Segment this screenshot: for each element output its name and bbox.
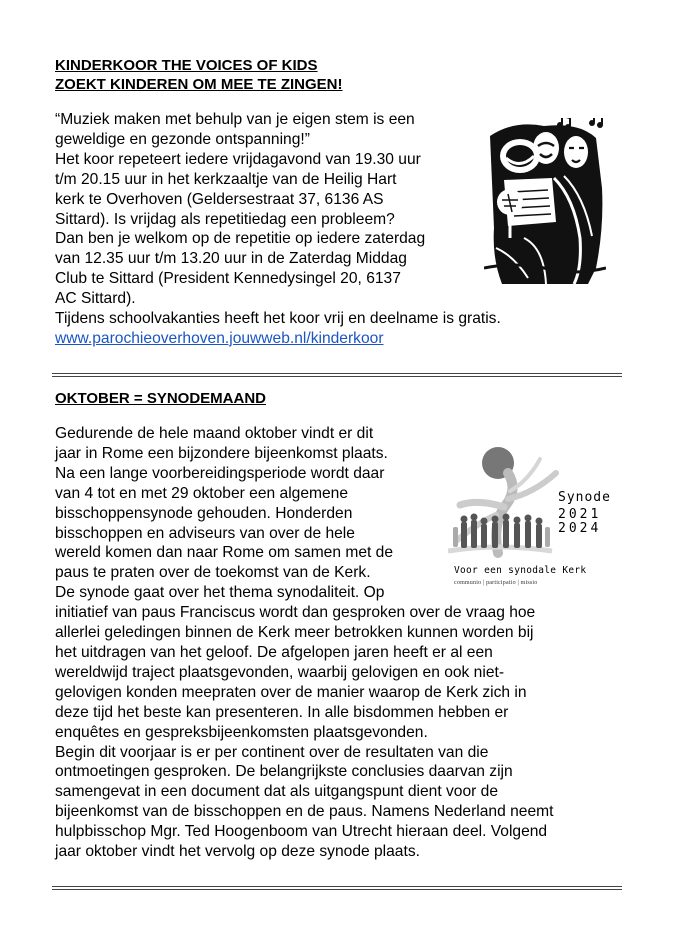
text-line: bijeenkomst van de bisschoppen en de paus. Namens Nederland neemt: [55, 803, 554, 821]
synod-year-end: 2024: [558, 521, 602, 536]
text-line: bisschoppen en adviseurs van over de hele: [55, 524, 355, 542]
text-line: initiatief van paus Franciscus wordt dan gesproken over de vraag hoe: [55, 604, 536, 622]
text-line: Tijdens schoolvakanties heeft het koor vrij en deelname is gratis.: [55, 310, 501, 328]
text-line: bisschoppensynode gehouden. Honderden: [55, 504, 353, 522]
synod-label: Synode: [558, 490, 611, 505]
text-line: samengevat in een document dat als uitgangspunt dient voor de: [55, 783, 498, 801]
text-line: enquêtes en gespreksbijeenkomsten plaatsgevonden.: [55, 723, 428, 741]
text-line: paus te praten over de toekomst van de Kerk.: [55, 564, 371, 582]
text-line: van 12.35 uur t/m 13.20 uur in de Zaterdag Middag: [55, 250, 407, 268]
section2-heading: OKTOBER = SYNODEMAAND: [55, 390, 266, 407]
section-divider: [52, 373, 622, 377]
text-line: ontmoetingen gesproken. De belangrijkste conclusies daarvan zijn: [55, 763, 513, 781]
text-line: van 4 tot en met 29 oktober een algemene: [55, 484, 349, 502]
text-line: Begin dit voorjaar is er per continent over de resultaten van die: [55, 743, 489, 761]
text-line: hulpbisschop Mgr. Ted Hoogenboom van Utrecht hieraan deel. Volgend: [55, 823, 548, 841]
text-line: jaar in Rome een bijzondere bijeenkomst plaats.: [55, 444, 388, 462]
text-line: wereld komen dan naar Rome om samen met de: [55, 544, 394, 562]
text-line: gelovigen konden meepraten over de manier waarop de Kerk zich in: [55, 683, 527, 701]
section-divider: [52, 886, 622, 890]
text-line: Gedurende de hele maand oktober vindt er dit: [55, 425, 374, 442]
text-line: deze tijd het beste kan presenteren. In alle bisdommen hebben er: [55, 703, 509, 721]
text-line: AC Sittard).: [55, 290, 136, 308]
section1-body: [55, 110, 501, 349]
text-line: Na een lange voorbereidingsperiode wordt daar: [55, 464, 385, 482]
text-line: Het koor repeteert iedere vrijdagavond van 19.30 uur: [55, 150, 421, 168]
kinderkoor-link[interactable]: www.parochieoverhoven.jouwweb.nl/kinderkoor: [55, 329, 384, 347]
text-line: wereldwijd traject plaatsgevonden, waarbij gelovigen en ook niet-: [55, 663, 505, 681]
text-line: het uitdragen van het geloof. De afgelopen jaren heeft er al een: [55, 643, 493, 661]
choir-singers-illustration: [484, 118, 606, 284]
synod-logo: [448, 443, 626, 593]
text-line: Sittard). Is vrijdag als repetitiedag een probleem?: [55, 210, 395, 228]
text-line: jaar oktober vindt het vervolg op deze synode plaats.: [55, 843, 420, 861]
synod-subline: communio | participatio | missio: [454, 580, 538, 586]
text-line: Dan ben je welkom op de repetitie op iedere zaterdag: [55, 230, 426, 248]
synod-tagline: Voor een synodale Kerk: [454, 565, 587, 576]
section1-heading-line2: ZOEKT KINDEREN OM MEE TE ZINGEN!: [55, 76, 343, 93]
section1-heading-line1: KINDERKOOR THE VOICES OF KIDS: [55, 57, 318, 74]
text-line: “Muziek maken met behulp van je eigen stem is een: [55, 111, 415, 128]
text-line: allerlei geledingen binnen de Kerk meer betrokken kunnen worden bij: [55, 624, 534, 642]
text-line: t/m 20.15 uur in het kerkzaaltje van de Heilig Hart: [55, 170, 397, 188]
text-line: kerk te Overhoven (Geldersestraat 37, 6136 AS: [55, 190, 384, 208]
text-line: De synode gaat over het thema synodaliteit. Op: [55, 584, 385, 602]
synod-year-start: 2021: [558, 507, 602, 522]
text-line: geweldige en gezonde ontspanning!”: [55, 130, 310, 148]
text-line: Club te Sittard (President Kennedysingel 20, 6137: [55, 270, 401, 288]
